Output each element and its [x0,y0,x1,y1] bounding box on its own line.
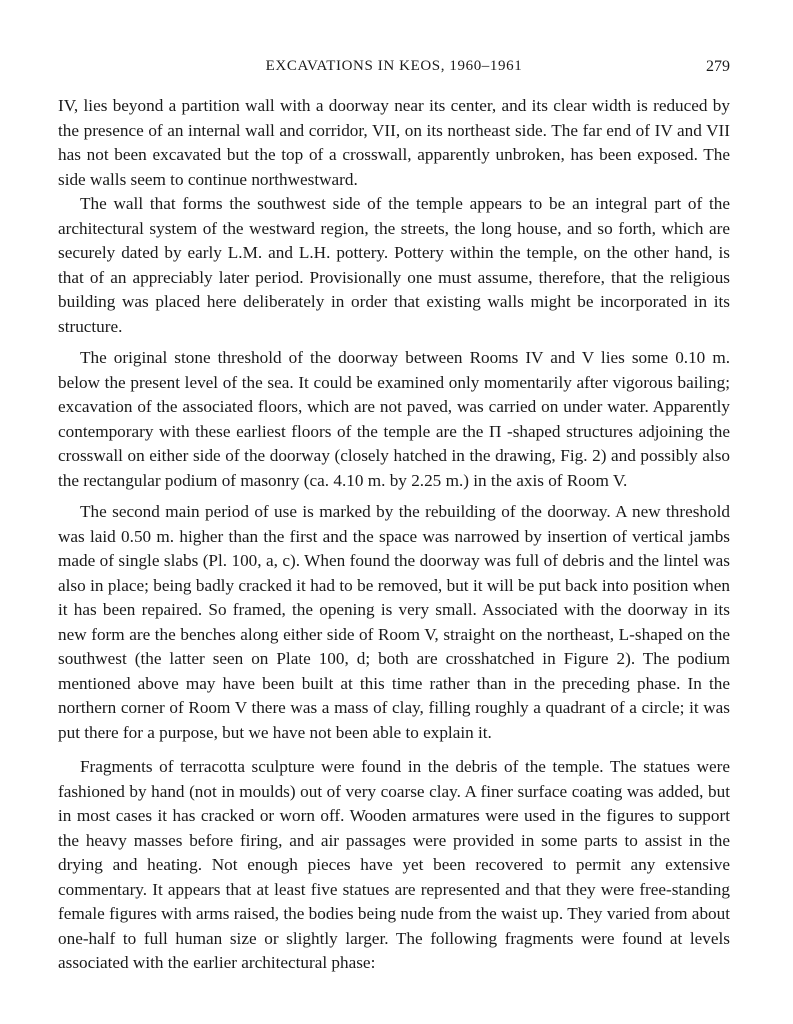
body-text [58,94,730,976]
paragraph-southwest-wall: The wall that forms the southwest side of the temple appears to be an integral part of the architectural system of the westward region, the streets, the long house, and so forth, which are securely dated by early L.M. and L.H. pottery. Pottery within the temple, on the other hand, is that of an appreciably later period. Provisionally one must assume, therefore, that the religious building was placed here deliberately in order that existing walls might be incorporated in its structure. [58,194,730,336]
paragraph-second-period: The second main period of use is marked by the rebuilding of the doorway. A new threshold was laid 0.50 m. higher than the first and the space was narrowed by insertion of vertical jambs made of single slabs (Pl. 100, a, c). When found the doorway was full of debris and the lintel was also in place; being badly cracked it had to be removed, but it will be put back into position when it has been repaired. So framed, the opening is very small. Associated with the doorway in its new form are the benches along either side of Room V, straight on the northeast, L-shaped on the southwest (the latter seen on Plate 100, d; both are crosshatched in Figure 2). The podium mentioned above may have been built at this time rather than in the preceding phase. In the northern corner of Room V there was a mass of clay, filling roughly a quadrant of a circle; it was put there for a purpose, but we have not been able to explain it. [58,502,730,742]
paragraph-terracotta-sculpture: Fragments of terracotta sculpture were found in the debris of the temple. The statues were fashioned by hand (not in moulds) out of very coarse clay. A finer surface coating was added, but in most cases it has cracked or worn off. Wooden armatures were used in the figures to support the heavy masses before firing, and air passages were provided in some parts to assist in the drying and heating. Not enough pieces have yet been recovered to permit any extensive commentary. It appears that at least five statues are represented and that they were free-standing female figures with arms raised, the bodies being nude from the waist up. They varied from about one-half to full human size or slightly larger. The following fragments were found at levels associated with the earlier architectural phase: [58,757,730,972]
paragraph-continued: IV, lies beyond a partition wall with a doorway near its center, and its clear width is reduced by the presence of an internal wall and corridor, VII, on its northeast side. The far end of IV and VII has not been excavated but the top of a crosswall, apparently unbroken, has been exposed. The side walls seem to continue northwestward. [58,96,730,189]
running-title: EXCAVATIONS IN KEOS, 1960–1961 [265,58,523,74]
running-head [58,58,730,84]
paragraph-original-threshold: The original stone threshold of the doorway between Rooms IV and V lies some 0.10 m. below the present level of the sea. It could be examined only momentarily after vigorous bailing; excavation of the associated floors, which are not paved, was carried on under water. Apparently contemporary with these earliest floors of the temple are the Π -shaped structures adjoining the crosswall on either side of the doorway (closely hatched in the drawing, Fig. 2) and possibly also the rectangular podium of masonry (ca. 4.10 m. by 2.25 m.) in the axis of Room V. [58,348,730,490]
page [58,58,730,976]
page-number: 279 [706,58,730,75]
